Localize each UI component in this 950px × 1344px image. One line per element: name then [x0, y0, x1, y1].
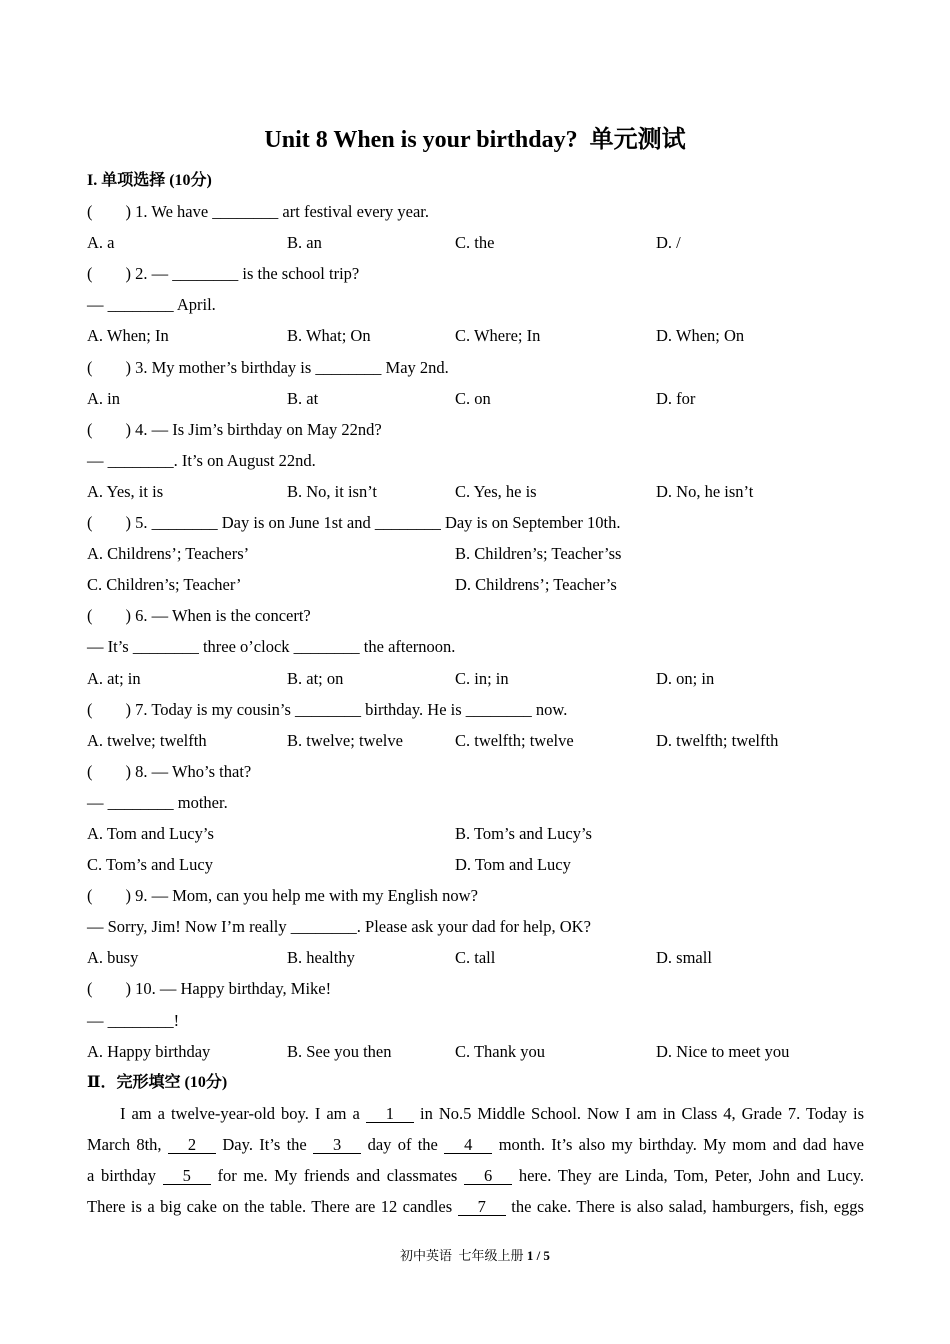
option-c: C. twelfth; twelve — [455, 730, 574, 750]
question-6-reply-line — [87, 631, 864, 662]
option-d: D. twelfth; twelfth — [656, 730, 779, 750]
answer-bracket: ( ) — [87, 419, 131, 439]
passage-line-3 — [87, 1160, 864, 1191]
question-7-stem-line — [87, 694, 864, 725]
question-number: 1. — [135, 202, 148, 222]
question-stem: — Is Jim’s birthday on May 22nd? — [151, 419, 382, 439]
option-d: D. Tom and Lucy — [455, 855, 571, 875]
answer-bracket: ( ) — [87, 513, 131, 533]
option-a: A. at; in — [87, 668, 141, 688]
question-5 — [87, 507, 864, 600]
question-stem: — Mom, can you help me with my English now? — [151, 886, 478, 906]
question-reply: — ________. It’s on August 22nd. — [87, 450, 316, 470]
option-c: C. in; in — [455, 668, 509, 688]
option-a: A. Childrens’; Teachers’ — [87, 544, 250, 564]
option-b: B. an — [287, 233, 322, 253]
passage-text: in No.5 Middle School. Now I am in Class 4, Grade 7. Today is — [414, 1103, 864, 1123]
question-stem: My mother’s birthday is ________ May 2nd. — [151, 357, 449, 377]
option-d: D. for — [656, 388, 696, 408]
section-2-cloze — [87, 1067, 864, 1222]
option-a: A. Yes, it is — [87, 481, 164, 501]
option-d: D. Nice to meet you — [656, 1041, 790, 1061]
question-6-stem-line — [87, 600, 864, 631]
option-a: A. Tom and Lucy’s — [87, 823, 214, 843]
option-d: D. small — [656, 948, 712, 968]
question-10-options — [87, 1036, 864, 1067]
question-4 — [87, 414, 864, 507]
question-number: 2. — [135, 264, 148, 284]
question-2-reply-line — [87, 289, 864, 320]
question-5-options-row-1 — [87, 538, 864, 569]
question-8 — [87, 756, 864, 880]
question-reply: — Sorry, Jim! Now I’m really ________. Please ask your dad for help, OK? — [87, 917, 591, 937]
question-2-options — [87, 320, 864, 351]
option-c: C. on — [455, 388, 491, 408]
cloze-blank-1: 1 — [366, 1105, 414, 1123]
question-7 — [87, 694, 864, 756]
question-5-stem-line — [87, 507, 864, 538]
cloze-blank-4: 4 — [444, 1136, 492, 1154]
question-9-reply-line — [87, 911, 864, 942]
answer-bracket: ( ) — [87, 761, 131, 781]
question-8-stem-line — [87, 756, 864, 787]
question-stem: Today is my cousin’s ________ birthday. He is ________ now. — [151, 699, 568, 719]
page-number: 1 / 5 — [526, 1248, 550, 1263]
section-1-heading: I. 单项选择 (10分) — [87, 172, 212, 189]
option-c: C. Children’s; Teacher’ — [87, 575, 242, 595]
question-1 — [87, 196, 864, 258]
cloze-blank-6: 6 — [464, 1167, 512, 1185]
answer-bracket: ( ) — [87, 202, 131, 222]
option-a: A. a — [87, 233, 115, 253]
answer-bracket: ( ) — [87, 357, 131, 377]
question-10 — [87, 973, 864, 1066]
option-c: C. Where; In — [455, 326, 541, 346]
answer-bracket: ( ) — [87, 979, 131, 999]
question-number: 10. — [135, 979, 156, 999]
document-title: Unit 8 When is your birthday? 单元测试 — [264, 127, 686, 153]
question-stem: — Happy birthday, Mike! — [159, 979, 332, 999]
question-10-reply-line — [87, 1005, 864, 1036]
passage-text: March 8th, — [87, 1134, 168, 1154]
option-d: D. No, he isn’t — [656, 481, 754, 501]
question-stem: — ________ is the school trip? — [151, 264, 360, 284]
passage-text: the cake. There is also salad, hamburgers, fish, eggs — [505, 1197, 864, 1217]
question-stem: — Who’s that? — [151, 761, 252, 781]
option-c: C. Tom’s and Lucy — [87, 855, 213, 875]
passage-line-4 — [87, 1191, 864, 1222]
question-reply: — ________ mother. — [87, 792, 228, 812]
question-reply: — ________ April. — [87, 295, 216, 315]
question-3-options — [87, 383, 864, 414]
question-number: 6. — [135, 606, 148, 626]
question-9-options — [87, 942, 864, 973]
question-2 — [87, 258, 864, 351]
option-b: B. Tom’s and Lucy’s — [455, 823, 592, 843]
question-4-stem-line — [87, 414, 864, 445]
option-b: B. What; On — [287, 326, 371, 346]
option-a: A. in — [87, 388, 120, 408]
question-reply: — It’s ________ three o’clock ________ the afternoon. — [87, 637, 456, 657]
passage-text: a birthday — [87, 1166, 163, 1185]
question-reply: — ________! — [87, 1010, 180, 1030]
option-d: D. Childrens’; Teacher’s — [455, 575, 617, 595]
question-1-stem-line — [87, 196, 864, 227]
option-c: C. Thank you — [455, 1041, 545, 1061]
question-3-stem-line — [87, 352, 864, 383]
option-b: B. See you then — [287, 1041, 392, 1061]
passage-text: Day. It’s the — [216, 1134, 314, 1154]
passage-text: month. It’s also my birthday. My mom and dad have — [492, 1134, 864, 1154]
option-a: A. When; In — [87, 326, 169, 346]
cloze-blank-2: 2 — [168, 1136, 216, 1154]
option-d: D. on; in — [656, 668, 715, 688]
section-1-multiple-choice — [87, 165, 864, 1067]
cloze-blank-7: 7 — [458, 1198, 506, 1216]
option-b: B. Children’s; Teacher’ss — [455, 544, 622, 564]
question-2-stem-line — [87, 258, 864, 289]
option-b: B. No, it isn’t — [287, 481, 378, 501]
passage-text: day of the — [361, 1134, 445, 1154]
question-number: 8. — [135, 761, 148, 781]
question-10-stem-line — [87, 973, 864, 1004]
passage-line-1 — [87, 1098, 864, 1129]
question-number: 5. — [135, 513, 148, 533]
option-b: B. at — [287, 388, 319, 408]
passage-text: here. They are Linda, Tom, Peter, John and Lucy. — [512, 1166, 864, 1185]
question-8-options-row-1 — [87, 818, 864, 849]
answer-bracket: ( ) — [87, 264, 131, 284]
option-d: D. When; On — [656, 326, 745, 346]
option-b: B. healthy — [287, 948, 355, 968]
question-9 — [87, 880, 864, 973]
question-stem: We have ________ art festival every year. — [151, 202, 430, 222]
option-a: A. busy — [87, 948, 139, 968]
option-d: D. / — [656, 233, 681, 253]
option-a: A. twelve; twelfth — [87, 730, 207, 750]
question-stem: ________ Day is on June 1st and ________ Day is on September 10th. — [151, 513, 621, 533]
passage-text: There is a big cake on the table. There are 12 candles — [87, 1197, 458, 1217]
option-a: A. Happy birthday — [87, 1041, 211, 1061]
answer-bracket: ( ) — [87, 699, 131, 719]
passage-text: for me. My friends and classmates — [210, 1166, 464, 1185]
answer-bracket: ( ) — [87, 606, 131, 626]
question-8-reply-line — [87, 787, 864, 818]
page-content — [87, 165, 864, 1222]
section-2-heading: Ⅱ．完形填空 (10分) — [87, 1073, 228, 1091]
answer-bracket: ( ) — [87, 886, 131, 906]
option-c: C. tall — [455, 948, 496, 968]
question-9-stem-line — [87, 880, 864, 911]
question-6 — [87, 600, 864, 693]
question-number: 3. — [135, 357, 148, 377]
option-c: C. the — [455, 233, 495, 253]
question-stem: — When is the concert? — [151, 606, 311, 626]
passage-line-2 — [87, 1129, 864, 1160]
passage-text: I am a twelve-year-old boy. I am a — [120, 1103, 366, 1123]
option-b: B. twelve; twelve — [287, 730, 403, 750]
cloze-blank-5: 5 — [163, 1167, 211, 1185]
question-5-options-row-2 — [87, 569, 864, 600]
page-footer — [0, 1248, 950, 1264]
question-number: 4. — [135, 419, 148, 439]
question-4-options — [87, 476, 864, 507]
question-8-options-row-2 — [87, 849, 864, 880]
question-1-options — [87, 227, 864, 258]
option-b: B. at; on — [287, 668, 344, 688]
cloze-blank-3: 3 — [313, 1136, 361, 1154]
question-3 — [87, 352, 864, 414]
question-4-reply-line — [87, 445, 864, 476]
question-7-options — [87, 725, 864, 756]
question-number: 9. — [135, 886, 148, 906]
option-c: C. Yes, he is — [455, 481, 537, 501]
footer-label: 初中英语 七年级上册 — [400, 1248, 524, 1263]
question-6-options — [87, 663, 864, 694]
question-number: 7. — [135, 699, 148, 719]
